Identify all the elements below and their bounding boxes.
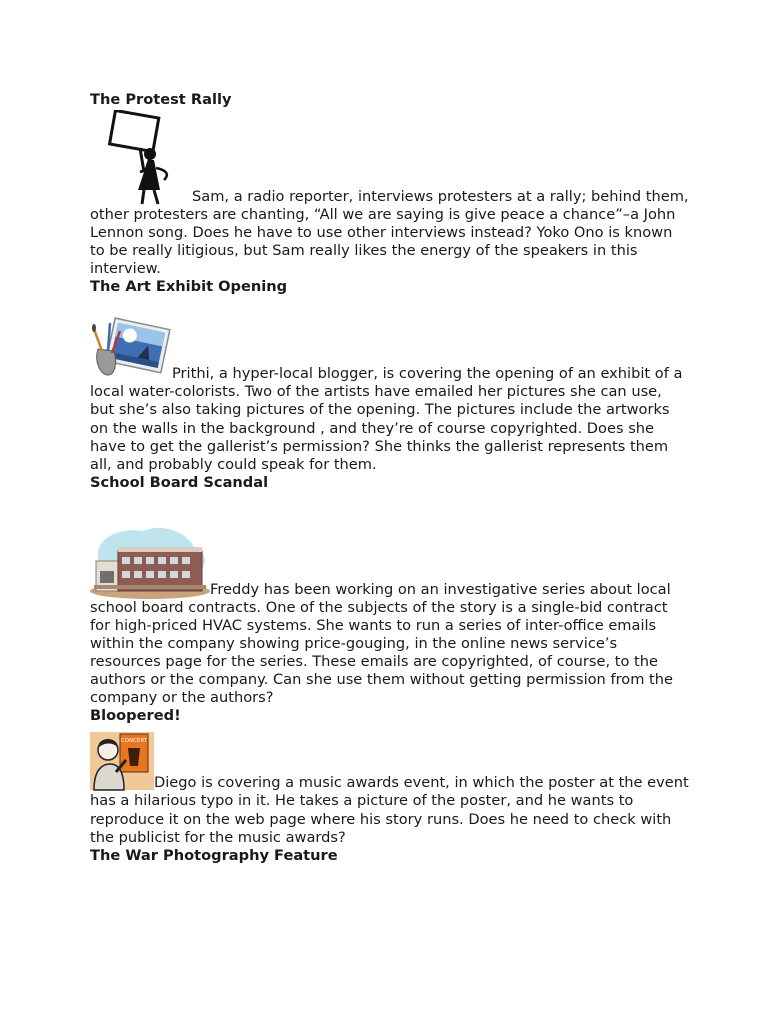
section-paragraph — [90, 110, 690, 278]
section-heading: The War Photography Feature — [90, 846, 338, 864]
concert-poster-person-icon — [90, 730, 154, 792]
section-text: Sam, a radio reporter, interviews protesters at a rally; behind them, other protesters are chanting, “All we are saying is give peace a chance”–a John Lennon song. Does he have to use other interviews instead? Yoko Ono is known to be really litigious, but Sam really likes the energy of the speakers in this interview. — [90, 187, 689, 278]
section-text: Prithi, a hyper-local blogger, is covering the opening of an exhibit of a local water-colorists. Two of the artists have emailed her pictures she can use, but she’s also taking pictures of the opening. The pictures include the artworks on the walls in the background , and they’re of course copyrighted. Does she have to get the gallerist’s permission? She thinks the gallerist represents them all, and probably could speak for them. — [90, 365, 683, 473]
section-heading: School Board Scandal — [90, 473, 269, 491]
section-school-board — [90, 474, 690, 708]
section-bloopered — [90, 707, 690, 846]
section-heading: Bloopered! — [90, 707, 181, 725]
section-art-exhibit — [90, 278, 690, 473]
section-paragraph — [90, 726, 690, 846]
section-text: Freddy has been working on an investigative series about local school board contracts. One of the subjects of the story is a single-bid contract for high-priced HVAC systems. She wants to run a series of inter-office emails within the company showing price-gouging, in the online news service’s resources page for the series. These emails are copyrighted, of course, to the authors or the company. Can she use them without getting permission from the company or the authors? — [90, 580, 673, 707]
protester-with-sign-icon — [104, 110, 182, 206]
poster-label: CONCERT — [120, 738, 148, 745]
section-war-photography — [90, 847, 690, 866]
school-building-icon — [90, 521, 210, 599]
section-text: Diego is covering a music awards event, in which the poster at the event has a hilarious typo in it. He takes a picture of the poster, and he wants to reproduce it on the web page where his story runs. Does he need to check with the publicist for the music awards? — [90, 774, 689, 846]
section-protest-rally — [90, 91, 690, 278]
document-page — [90, 91, 690, 866]
section-heading: The Protest Rally — [90, 91, 232, 108]
section-paragraph — [90, 297, 690, 473]
section-paragraph — [90, 493, 690, 708]
paint-brushes-and-picture-icon — [90, 309, 172, 383]
section-heading: The Art Exhibit Opening — [90, 278, 288, 296]
